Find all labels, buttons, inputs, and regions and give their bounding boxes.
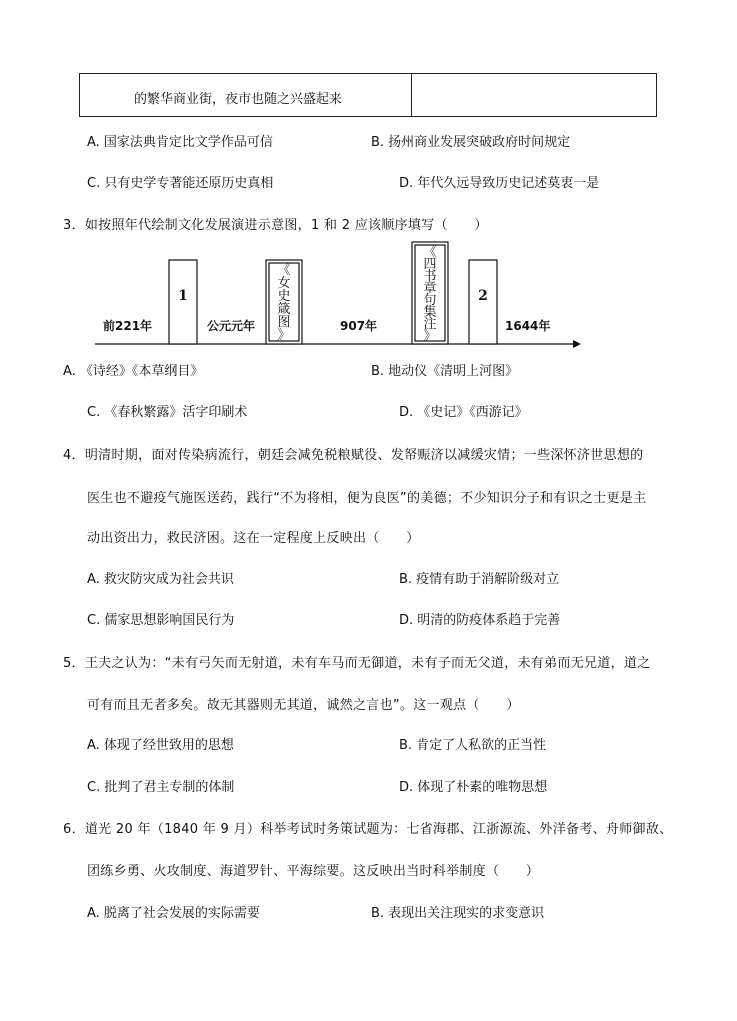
q4-line-3: 动出资出力，救民济困。这在一定程度上反映出（ ） xyxy=(87,531,420,546)
q4-line-1: 4．明清时期，面对传染病流行，朝廷会减免税粮赋役、发帑赈济以减缓灾情；一些深怀济世思想的 xyxy=(63,448,644,463)
q4-option-a: A. 救灾防灾成为社会共识 xyxy=(87,572,234,587)
q5-option-c: C. 批判了君主专制的体制 xyxy=(87,780,235,795)
q6-option-b: B. 表现出关注现实的求变意识 xyxy=(371,906,545,921)
book-2-title xyxy=(423,245,436,344)
answer-table xyxy=(79,73,657,117)
svg-text:箴: 箴 xyxy=(277,302,291,317)
table-divider xyxy=(411,74,412,116)
q6-line-1: 6．道光 20 年（1840 年 9 月）科举考试时务策试题为：七省海郡、江浙源流、外洋备考、舟师御敌、 xyxy=(63,822,673,837)
svg-text:书: 书 xyxy=(423,269,437,284)
svg-text:四: 四 xyxy=(423,257,437,272)
q4-option-c: C. 儒家思想影响国民行为 xyxy=(87,613,235,628)
q5-line-2: 可有而且无者多矣。故无其器则无其道，诚然之言也”。这一观点（ ） xyxy=(87,698,520,713)
svg-text:《: 《 xyxy=(277,263,291,278)
timeline-label-ad1: 公元元年 xyxy=(207,319,256,333)
q5-line-1: 5．王夫之认为：“未有弓矢而无射道，未有车马而无御道，未有子而无父道，未有弟而无兄道，道之 xyxy=(63,656,651,671)
timeline-label-1644: 1644年 xyxy=(505,319,551,333)
q2-option-d: D. 年代久远导致历史记述莫衷一是 xyxy=(399,176,600,191)
svg-text:女: 女 xyxy=(277,276,291,291)
q2-option-c: C. 只有史学专著能还原历史真相 xyxy=(87,176,274,191)
timeline-label-221bc: 前221年 xyxy=(103,319,153,333)
svg-text:》: 》 xyxy=(277,328,291,343)
svg-text:句: 句 xyxy=(423,293,437,308)
q4-option-b: B. 疫情有助于消解阶级对立 xyxy=(399,572,560,587)
table-cell-1: 的繁华商业街，夜市也随之兴盛起来 xyxy=(134,92,343,107)
q5-option-d: D. 体现了朴素的唯物思想 xyxy=(399,780,548,795)
svg-text:注: 注 xyxy=(423,317,437,332)
q4-line-2: 医生也不避疫气施医送药，践行“不为将相，便为良医”的美德；不少知识分子和有识之士更是主 xyxy=(87,491,647,506)
svg-text:图: 图 xyxy=(277,315,291,330)
book-1-title xyxy=(277,263,290,343)
q5-option-b: B. 肯定了人私欲的正当性 xyxy=(399,738,547,753)
q2-option-b: B. 扬州商业发展突破政府时间规定 xyxy=(371,135,571,150)
q5-option-a: A. 体现了经世致用的思想 xyxy=(87,738,234,753)
svg-text:史: 史 xyxy=(277,289,291,304)
box-1-label: 1 xyxy=(178,288,188,304)
q3-option-a: A. 《诗经》《本草纲目》 xyxy=(63,364,204,379)
svg-text:》: 》 xyxy=(423,329,437,344)
q6-option-a: A. 脱离了社会发展的实际需要 xyxy=(87,906,260,921)
q6-line-2: 团练乡勇、火攻制度、海道罗针、平海综要。这反映出当时科举制度（ ） xyxy=(87,864,540,879)
svg-text:章: 章 xyxy=(423,281,437,296)
q2-option-a: A. 国家法典肯定比文学作品可信 xyxy=(87,135,273,150)
q3-option-b: B. 地动仪《清明上河图》 xyxy=(371,364,519,379)
q3-option-c: C. 《春秋繁露》活字印刷术 xyxy=(87,405,248,420)
svg-text:集: 集 xyxy=(423,305,437,320)
q3-option-d: D. 《史记》《西游记》 xyxy=(399,405,528,420)
timeline-label-907: 907年 xyxy=(340,319,378,333)
box-2-label: 2 xyxy=(478,288,488,304)
q4-option-d: D. 明清的防疫体系趋于完善 xyxy=(399,613,561,628)
timeline-diagram xyxy=(95,240,585,352)
q3-stem: 3．如按照年代绘制文化发展演进示意图，1 和 2 应该顺序填写（ ） xyxy=(63,218,488,233)
svg-text:《: 《 xyxy=(423,245,437,260)
timeline-arrow xyxy=(573,340,581,348)
